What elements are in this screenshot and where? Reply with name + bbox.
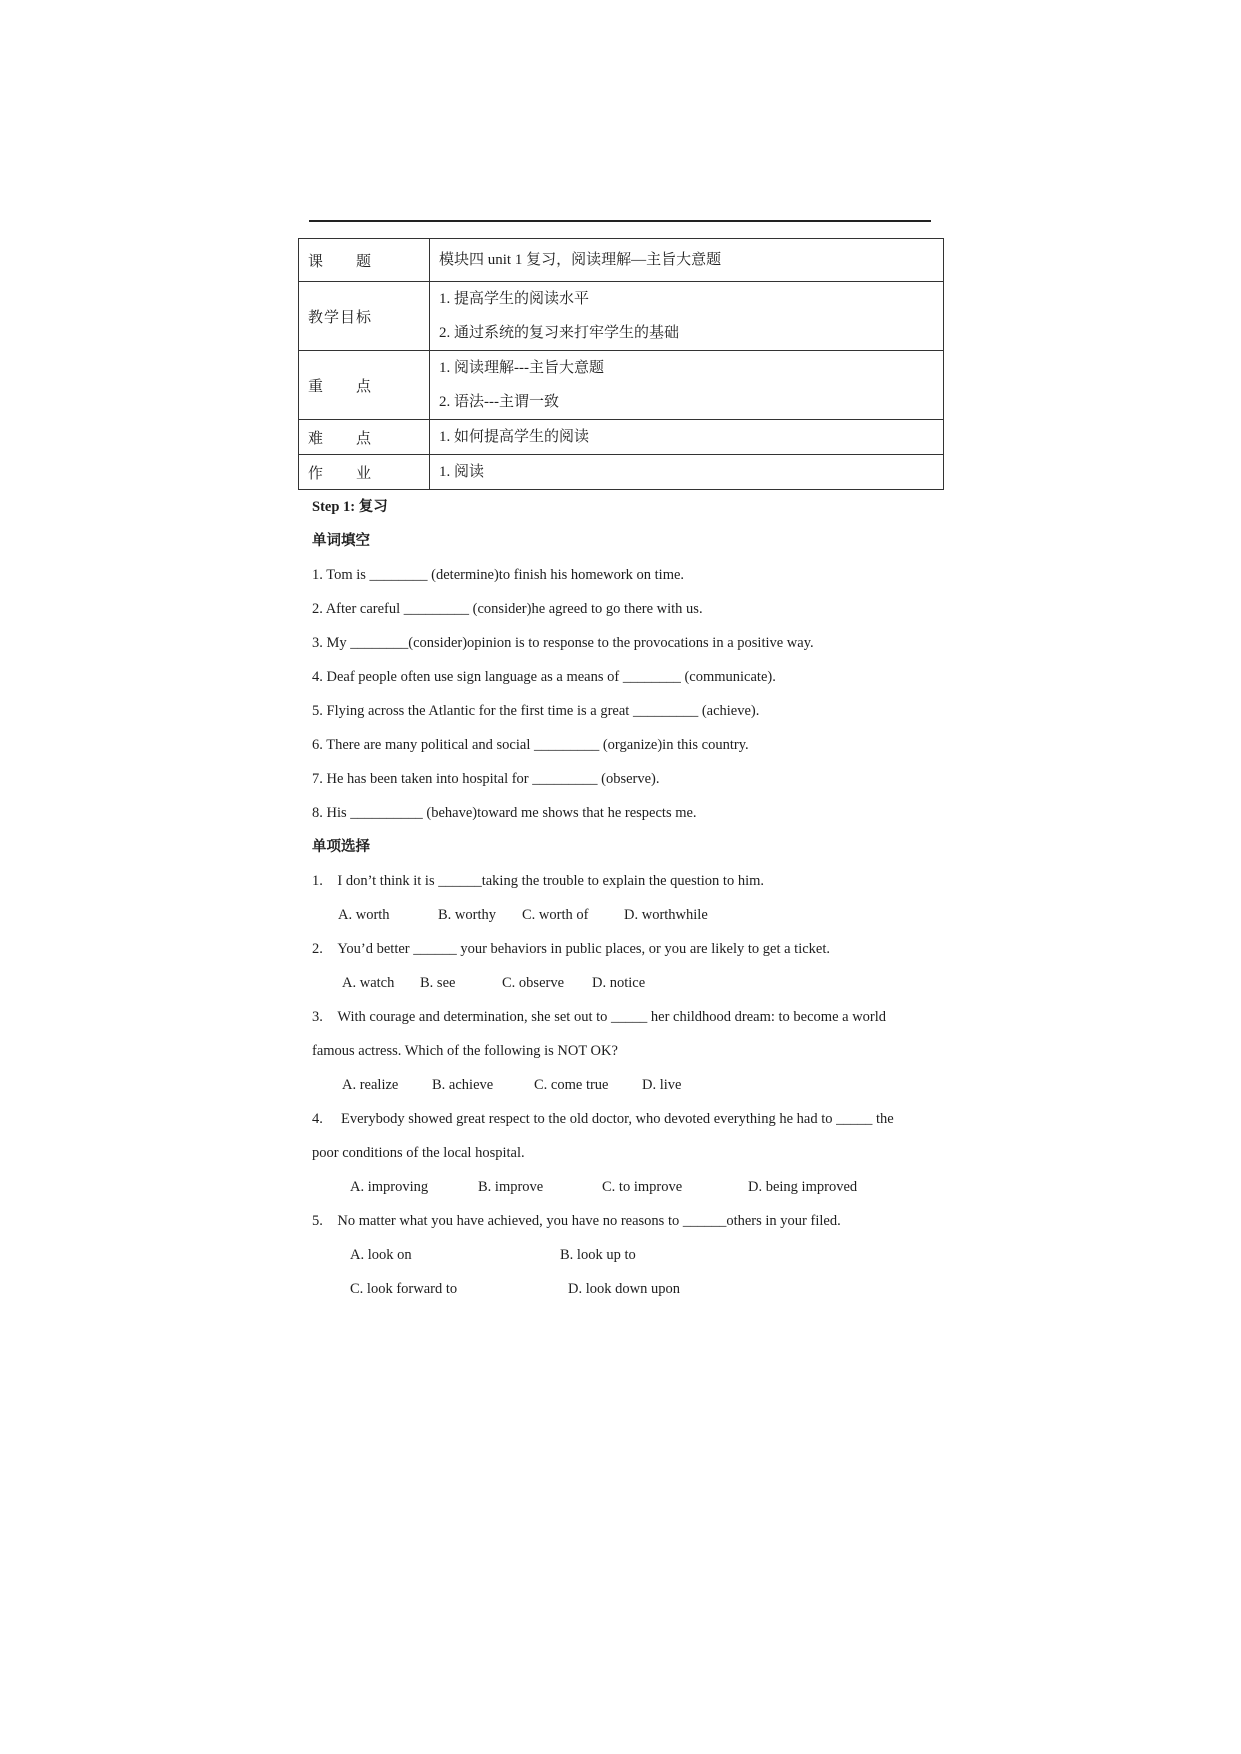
- mc-options-5b: [312, 1272, 952, 1306]
- option-d: D. live: [642, 1077, 682, 1093]
- difficulty-item: 1. 如何提高学生的阅读: [439, 429, 590, 445]
- key-point-item: 2. 语法---主谓一致: [439, 394, 559, 410]
- option-c: C. come true: [534, 1077, 609, 1093]
- objectives-value: [430, 282, 944, 351]
- option-a: A. improving: [350, 1179, 429, 1195]
- difficulties-value: [430, 420, 944, 455]
- option-c: C. to improve: [602, 1179, 683, 1195]
- mc-section-title: 单项选择: [312, 839, 370, 855]
- key-point-item: 1. 阅读理解---主旨大意题: [439, 360, 604, 376]
- fill-item: 2. After careful _________ (consider)he agreed to go there with us.: [312, 601, 703, 617]
- table-row-difficulties: [299, 420, 944, 455]
- homework-value: [430, 455, 944, 490]
- topic-label: 课 题: [299, 239, 430, 282]
- fill-item: 8. His __________ (behave)toward me shows that he respects me.: [312, 805, 697, 821]
- objectives-label: 教学目标: [299, 282, 430, 351]
- option-c: C. worth of: [522, 907, 589, 923]
- option-b: B. see: [420, 975, 456, 991]
- table-row-objectives: [299, 282, 944, 351]
- homework-item: 1. 阅读: [439, 464, 485, 480]
- option-b: B. improve: [478, 1179, 544, 1195]
- option-d: D. notice: [592, 975, 646, 991]
- fill-item: 3. My ________(consider)opinion is to response to the provocations in a positive way.: [312, 635, 814, 651]
- fill-item: 5. Flying across the Atlantic for the first time is a great _________ (achieve).: [312, 703, 760, 719]
- mc-options-5a: [312, 1238, 952, 1272]
- option-a: A. realize: [342, 1077, 399, 1093]
- option-a: A. look on: [350, 1247, 412, 1263]
- lesson-info-table: [298, 238, 944, 490]
- exercise-content: [312, 490, 952, 1306]
- table-row-key-points: [299, 351, 944, 420]
- option-a: A. watch: [342, 975, 395, 991]
- mc-question-2: 2. You’d better ______ your behaviors in public places, or you are likely to get a ticket.: [312, 941, 830, 957]
- option-d: D. being improved: [748, 1179, 858, 1195]
- option-d: D. look down upon: [568, 1281, 680, 1297]
- mc-options-2: [312, 966, 952, 1000]
- mc-question-1: 1. I don’t think it is ______taking the trouble to explain the question to him.: [312, 873, 765, 889]
- option-c: C. observe: [502, 975, 565, 991]
- header-rule: [309, 220, 931, 222]
- objective-item: 2. 通过系统的复习来打牢学生的基础: [439, 325, 680, 341]
- option-a: A. worth: [338, 907, 390, 923]
- option-d: D. worthwhile: [624, 907, 708, 923]
- fill-section-title: 单词填空: [312, 533, 370, 549]
- option-b: B. worthy: [438, 907, 496, 923]
- key-points-label: 重 点: [299, 351, 430, 420]
- difficulties-label: 难 点: [299, 420, 430, 455]
- mc-question-5: 5. No matter what you have achieved, you have no reasons to ______others in your filed.: [312, 1213, 841, 1229]
- table-row-topic: [299, 239, 944, 282]
- fill-item: 6. There are many political and social _________ (organize)in this country.: [312, 737, 749, 753]
- mc-question-3-cont: famous actress. Which of the following is NOT OK?: [312, 1043, 618, 1059]
- fill-item: 4. Deaf people often use sign language as a means of ________ (communicate).: [312, 669, 776, 685]
- option-b: B. look up to: [560, 1247, 636, 1263]
- topic-value: [430, 239, 944, 282]
- mc-question-4: 4. Everybody showed great respect to the old doctor, who devoted everything he had to _____ the: [312, 1111, 894, 1127]
- option-c: C. look forward to: [350, 1281, 458, 1297]
- homework-label: 作 业: [299, 455, 430, 490]
- step-title: Step 1: 复习: [312, 499, 388, 515]
- mc-options-4: [312, 1170, 952, 1204]
- key-points-value: [430, 351, 944, 420]
- mc-question-4-cont: poor conditions of the local hospital.: [312, 1145, 525, 1161]
- fill-item: 7. He has been taken into hospital for _________ (observe).: [312, 771, 660, 787]
- topic-text: 模块四 unit 1 复习，阅读理解—主旨大意题: [439, 252, 722, 268]
- option-b: B. achieve: [432, 1077, 494, 1093]
- objective-item: 1. 提高学生的阅读水平: [439, 291, 590, 307]
- mc-options-1: [312, 898, 952, 932]
- table-row-homework: [299, 455, 944, 490]
- mc-options-3: [312, 1068, 952, 1102]
- fill-item: 1. Tom is ________ (determine)to finish his homework on time.: [312, 567, 685, 583]
- mc-question-3: 3. With courage and determination, she set out to _____ her childhood dream: to become a world: [312, 1009, 887, 1025]
